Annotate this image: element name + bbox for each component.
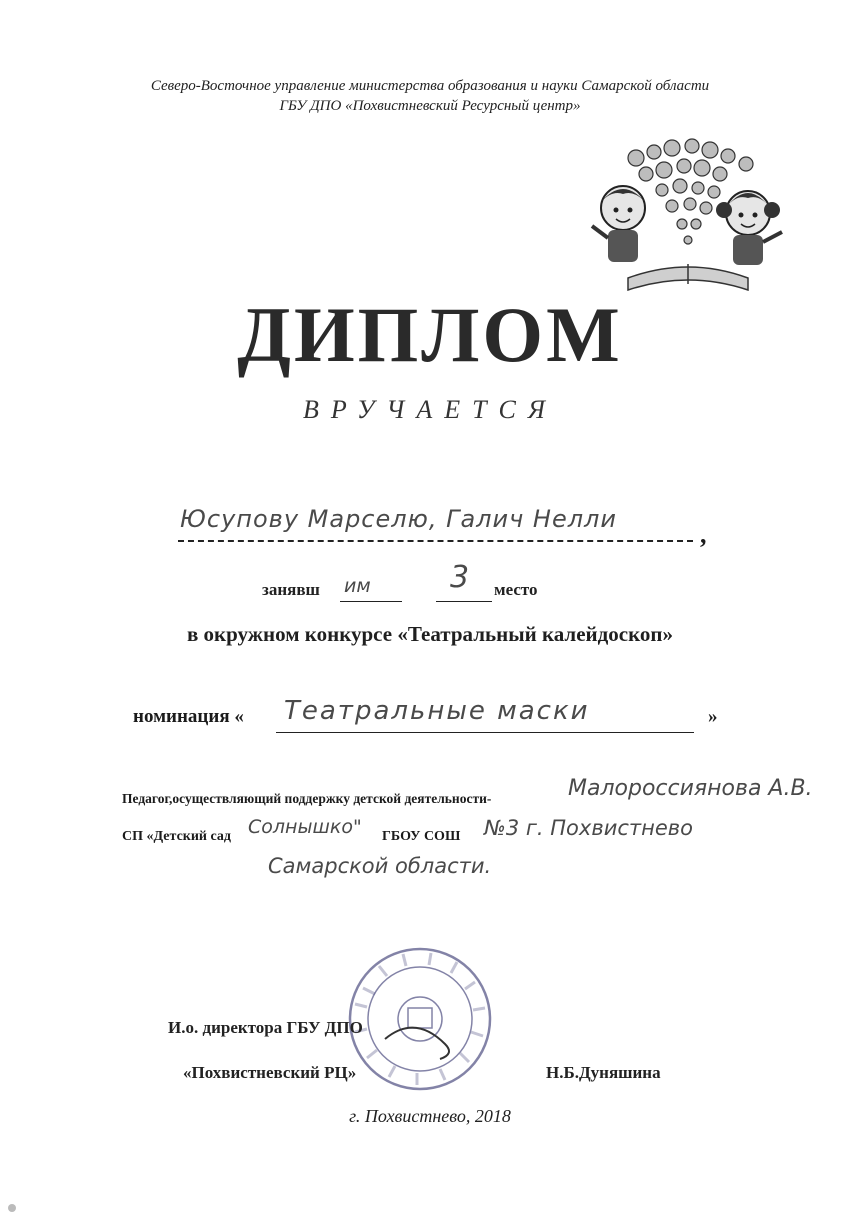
recipient-name: Юсупову Марселю, Галич Нелли xyxy=(180,505,617,533)
place-suffix: им xyxy=(344,575,371,597)
place-word: место xyxy=(494,580,538,599)
teacher-label: Педагог,осуществляющий поддержку детской деятельности- xyxy=(122,791,492,806)
nomination-close-quote: » xyxy=(708,706,718,727)
recipient-comma: , xyxy=(700,520,707,549)
kindergarten-name: Солнышко" xyxy=(248,816,362,838)
contest-name: в окружном конкурсе «Театральный калейдоскоп» xyxy=(186,622,674,646)
teacher-name: Малороссиянова А.В. xyxy=(568,776,813,801)
kindergarten-label: СП «Детский сад xyxy=(122,829,231,844)
place-number: 3 xyxy=(450,560,470,595)
director-name: Н.Б.Дуняшина xyxy=(546,1063,661,1082)
round-seal-stamp-icon xyxy=(345,944,495,1094)
header-line-2: ГБУ ДПО «Похвистневский Ресурсный центр» xyxy=(279,98,581,114)
region-name: Самарской области. xyxy=(268,854,492,878)
scan-speck xyxy=(8,1204,16,1212)
school-name: №3 г. Похвистнево xyxy=(484,816,694,840)
diploma-title: ДИПЛОМ xyxy=(237,291,623,378)
director-title-line-1: И.о. директора ГБУ ДПО xyxy=(168,1018,363,1037)
awarded-subtitle: ВРУЧАЕТСЯ xyxy=(303,395,557,424)
place-taken-label: занявш xyxy=(262,580,320,599)
children-reading-book-illustration xyxy=(588,138,788,298)
header-line-1: Северо-Восточное управление министерства образования и науки Самарской области xyxy=(150,78,710,94)
nomination-label: номинация « xyxy=(133,706,244,727)
school-label: ГБОУ СОШ xyxy=(382,829,461,844)
director-title-line-2: «Похвистневский РЦ» xyxy=(183,1063,357,1082)
place-date: г. Похвистнево, 2018 xyxy=(349,1106,511,1126)
nomination-value: Театральные маски xyxy=(284,696,590,726)
